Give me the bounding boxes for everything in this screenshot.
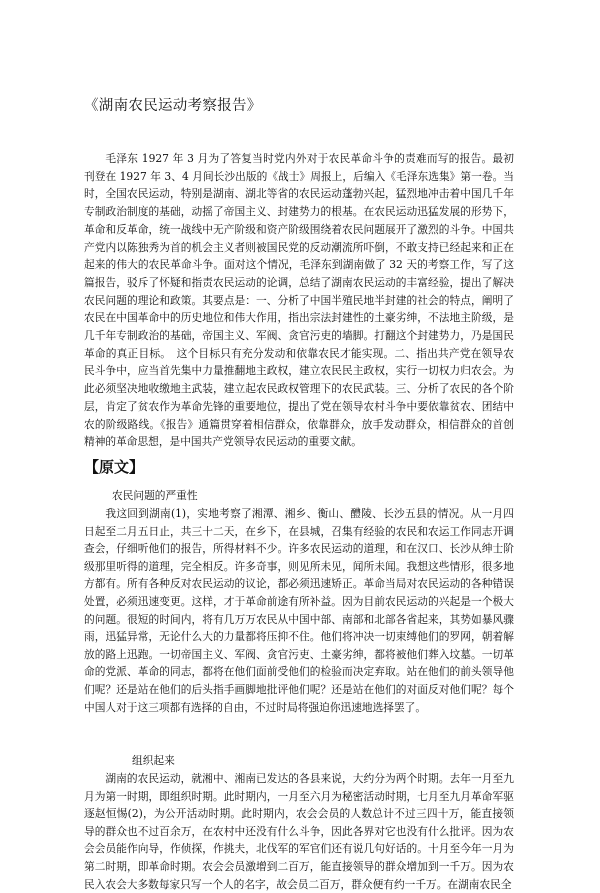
- subheading-peasant-problem: 农民问题的严重性: [112, 489, 198, 502]
- section-heading-original-text: 【原文】: [84, 458, 145, 476]
- body-paragraph-2: 湖南的农民运动，就湘中、湘南已发达的各县来说，大约分为两个时期。去年一月至九月为第一时期，即组织时期。此时期内，一月至六月为秘密活动时期，七月至九月革命军驱逐赵恒惕(2)，为公开活动时期。此时期内，农会会员的人数总计不过三四十万，能直接领导的群众也不过百余万，在农村中还没有什么斗争，因此各界对它也没有什么批评。因为农会会员能作向导，作侦探，作挑夫，北伐军的军官们还有说几句好话的。十月至今年一月为第二时期，即革命时期。农会会员激增到二百万，能直接领导的群众增加到一千万。因为农民入农会大多数每家只写一个人的名字，故会员二百万，群众便有约一千万。在湖南农民全: [84, 772, 514, 891]
- document-title: 《湖南农民运动考察报告》: [84, 98, 262, 114]
- body-paragraph-1: 我这回到湖南(1)，实地考察了湘潭、湘乡、衡山、醴陵、长沙五县的情况。从一月四日起至二月五日止，共三十二天，在乡下，在县城，召集有经验的农民和农运工作同志开调查会，仔细听他们的报告，所得材料不少。许多农民运动的道理，和在汉口、长沙从绅士阶级那里听得的道理，完全相反。许多奇事，则见所未见，闻所未闻。我想这些情形，很多地方都有。所有各种反对农民运动的议论，都必须迅速矫正。革命当局对农民运动的各种错误处置，必须迅速变更。这样，才于革命前途有所补益。因为目前农民运动的兴起是一个极大的问题。很短的时间内，将有几万万农民从中国中部、南部和北部各省起来，其势如暴风骤雨，迅猛异常，无论什么大的力量都将压抑不住。他们将冲决一切束缚他们的罗网，朝着解放的路上迅跑。一切帝国主义、军阀、贪官污吏、土豪劣绅，都将被他们葬入坟墓。一切革命的党派、革命的同志，都将在他们面前受他们的检验而决定弃取。站在他们的前头领导他们呢？还是站在他们的后头指手画脚地批评他们呢？还是站在他们的对面反对他们呢？每个中国人对于这三项都有选择的自由，不过时局将强迫你迅速地选择罢了。: [84, 507, 514, 714]
- intro-paragraph: 毛泽东 1927 年 3 月为了答复当时党内外对于农民革命斗争的责难而写的报告。最初刊登在 1927 年 3、4 月间长沙出版的《战士》周报上，后编入《毛泽东选集》第一卷。当时，全国农民运动，特别是湖南、湖北等省的农民运动蓬勃兴起，猛烈地冲击着中国几千年专制政治制度的基础，动摇了帝国主义、封建势力的根基。在农民运动迅猛发展的形势下，革命和反革命，统一战线中无产阶级和资产阶级围绕着农民问题展开了激烈的斗争。中国共产党内以陈独秀为首的机会主义者则被国民党的反动潮流所吓倒，不敢支持已经起来和正在起来的伟大的农民革命斗争。面对这个情况，毛泽东到湖南做了 32 天的考察工作，写了这篇报告，驳斥了怀疑和指责农民运动的论调，总结了湖南农民运动的丰富经验，提出了解决农民问题的理论和政策。其要点是：一、分析了中国半殖民地半封建的社会的特点，阐明了农民在中国革命中的历史地位和伟大作用，指出宗法封建性的土豪劣绅，不法地主阶级，是几千年专制政治的基础，帝国主义、军阀、贪官污吏的墙脚。打翻这个封建势力，乃是国民革命的真正目标。 这个目标只有充分发动和依靠农民才能实现。二、指出共产党在领导农民斗争中，应当首先集中力量推翻地主政权，建立农民民主政权，实行一切权力归农会。为此必须坚决地收缴地主武装，建立起农民政权管理下的农民武装。三、分析了农民的各个阶层，肯定了贫农作为革命先锋的重要地位，提出了党在领导农村斗争中要依靠贫农、团结中农的阶级路线。《报告》通篇贯穿着相信群众，依靠群众，放手发动群众，相信群众的首创精神的革命思想，是中国共产党领导农民运动的重要文献。: [84, 152, 514, 449]
- subheading-organize: 组织起来: [132, 754, 175, 767]
